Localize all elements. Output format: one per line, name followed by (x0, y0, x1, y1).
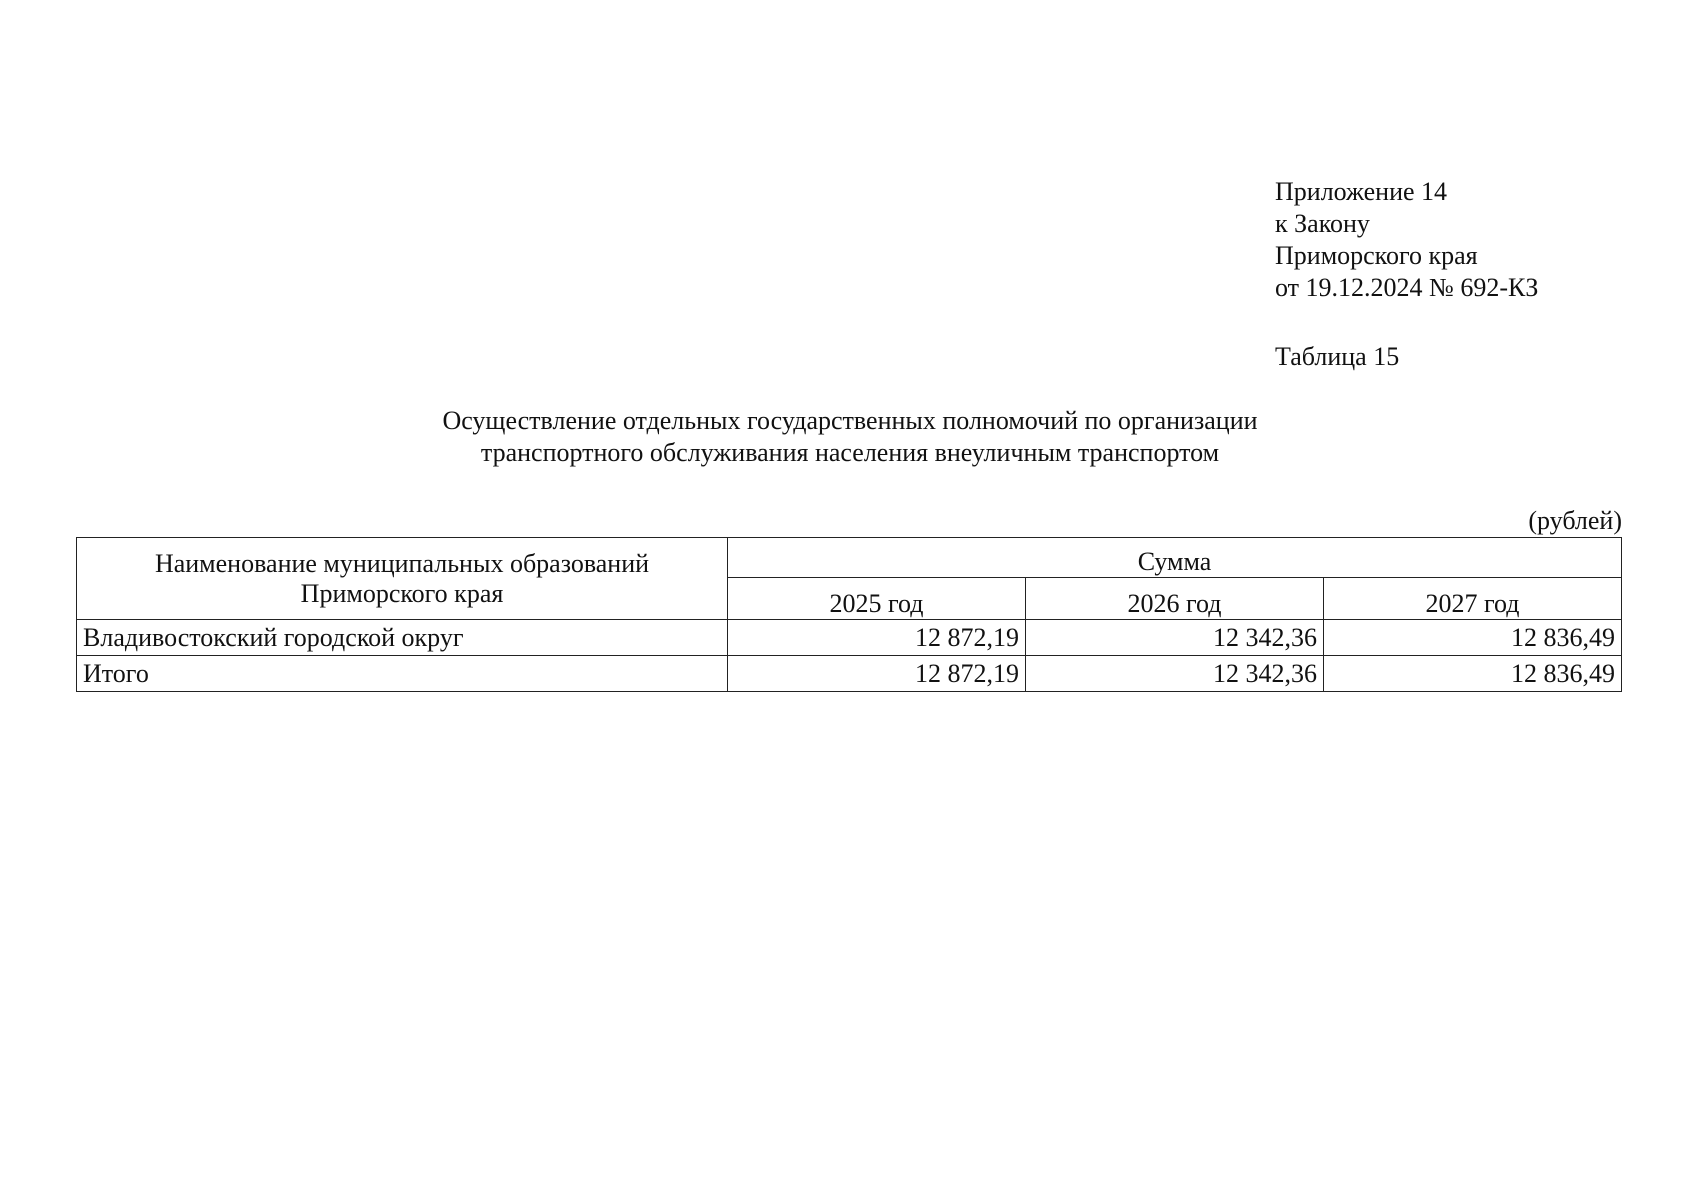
header-year-2027: 2027 год (1324, 578, 1622, 620)
table-row (77, 620, 1622, 656)
annex-line-date: от 19.12.2024 № 692-КЗ (1275, 273, 1539, 302)
total-2026: 12 342,36 (1026, 656, 1324, 692)
header-municipality-line-1: Наименование муниципальных образований (154, 548, 650, 578)
table-number: Таблица 15 (1275, 342, 1400, 371)
budget-table (76, 537, 1622, 692)
title-line-2: транспортного обслуживания населения внеуличным транспортом (480, 438, 1220, 467)
total-2025: 12 872,19 (728, 656, 1026, 692)
value-2026: 12 342,36 (1026, 620, 1324, 656)
table-total-row (77, 656, 1622, 692)
value-2025: 12 872,19 (728, 620, 1026, 656)
header-year-2026: 2026 год (1026, 578, 1324, 620)
header-year-2025: 2025 год (728, 578, 1026, 620)
total-2027: 12 836,49 (1324, 656, 1622, 692)
units-label: (рублей) (1528, 506, 1622, 535)
header-sum: Сумма (728, 538, 1622, 578)
table-header-row (77, 538, 1622, 578)
document-title (330, 405, 1370, 469)
annex-block (1275, 176, 1538, 304)
total-label: Итого (77, 656, 728, 692)
annex-line-region: Приморского края (1275, 241, 1478, 270)
header-municipality (77, 538, 728, 620)
value-2027: 12 836,49 (1324, 620, 1622, 656)
municipality-name: Владивостокский городской округ (77, 620, 728, 656)
annex-line-appendix: Приложение 14 (1275, 177, 1448, 206)
header-municipality-line-2: Приморского края (300, 578, 504, 608)
annex-line-law: к Закону (1275, 209, 1370, 238)
title-line-1: Осуществление отдельных государственных полномочий по организации (442, 406, 1258, 435)
